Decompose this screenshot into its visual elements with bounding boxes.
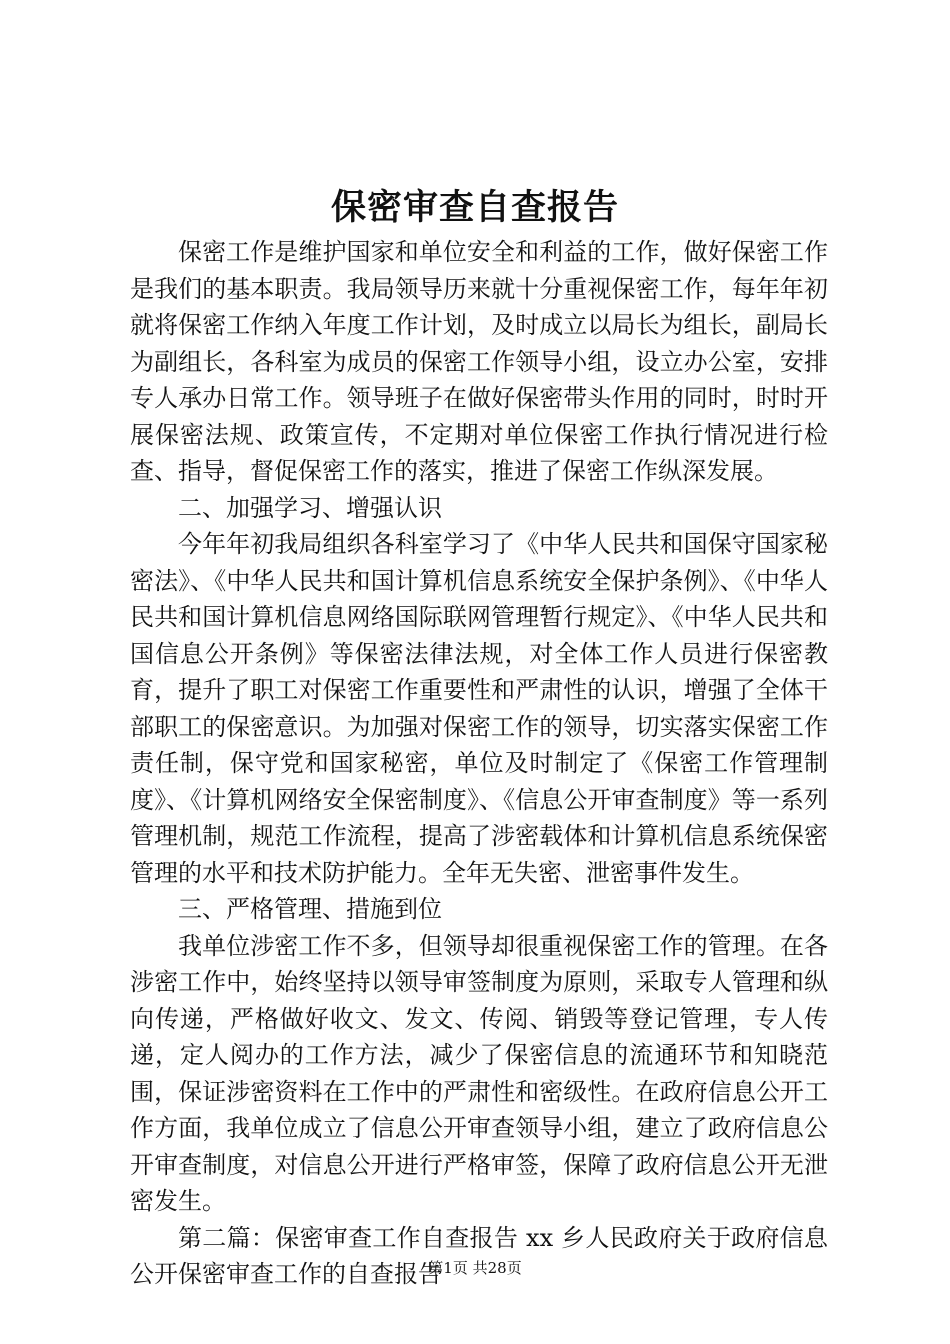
paragraph-section-2: 今年年初我局组织各科室学习了《中华人民共和国保守国家秘密法》、《中华人民共和国计算机信息系统安全保护条例》、《中华人民共和国计算机信息网络国际联网管理暂行规定》、《中华人民共和国信息公开条例》等保密法律法规，对全体工作人员进行保密教育，提升了职工对保密工作重要性和严肃性的认识，增强了全体干部职工的保密意识。为加强对保密工作的领导，切实落实保密工作责任制，保守党和国家秘密，单位及时制定了《保密工作管理制度》、《计算机网络安全保密制度》、《信息公开审查制度》等一系列管理机制，规范工作流程，提高了涉密载体和计算机信息系统保密管理的水平和技术防护能力。全年无失密、泄密事件发生。 bbox=[130, 530, 828, 887]
document-body bbox=[130, 234, 828, 1293]
paragraph-section-3: 我单位涉密工作不多，但领导却很重视保密工作的管理。在各涉密工作中，始终坚持以领导审签制度为原则，采取专人管理和纵向传递，严格做好收文、发文、传阅、销毁等登记管理，专人传递，定人阅办的工作方法，减少了保密信息的流通环节和知晓范围，保证涉密资料在工作中的严肃性和密级性。在政府信息公开工作方面，我单位成立了信息公开审查领导小组，建立了政府信息公开审查制度，对信息公开进行严格审签，保障了政府信息公开无泄密发生。 bbox=[130, 931, 828, 1215]
section-heading-3: 三、严格管理、措施到位 bbox=[178, 895, 442, 923]
paragraph-part-two: 第二篇：保密审查工作自查报告 xx 乡人民政府关于政府信息公开保密审查工作的自查报告 bbox=[130, 1223, 828, 1288]
document-title: 保密审查自查报告 bbox=[330, 187, 619, 228]
page-number-footer: 第1页 共28页 bbox=[428, 1259, 522, 1277]
paragraph-intro: 保密工作是维护国家和单位安全和利益的工作，做好保密工作是我们的基本职责。我局领导历来就十分重视保密工作，每年年初就将保密工作纳入年度工作计划，及时成立以局长为组长，副局长为副组长，各科室为成员的保密工作领导小组，设立办公室，安排专人承办日常工作。领导班子在做好保密带头作用的同时，时时开展保密法规、政策宣传，不定期对单位保密工作执行情况进行检查、指导，督促保密工作的落实，推进了保密工作纵深发展。 bbox=[130, 238, 828, 485]
section-heading-2: 二、加强学习、增强认识 bbox=[178, 493, 442, 522]
